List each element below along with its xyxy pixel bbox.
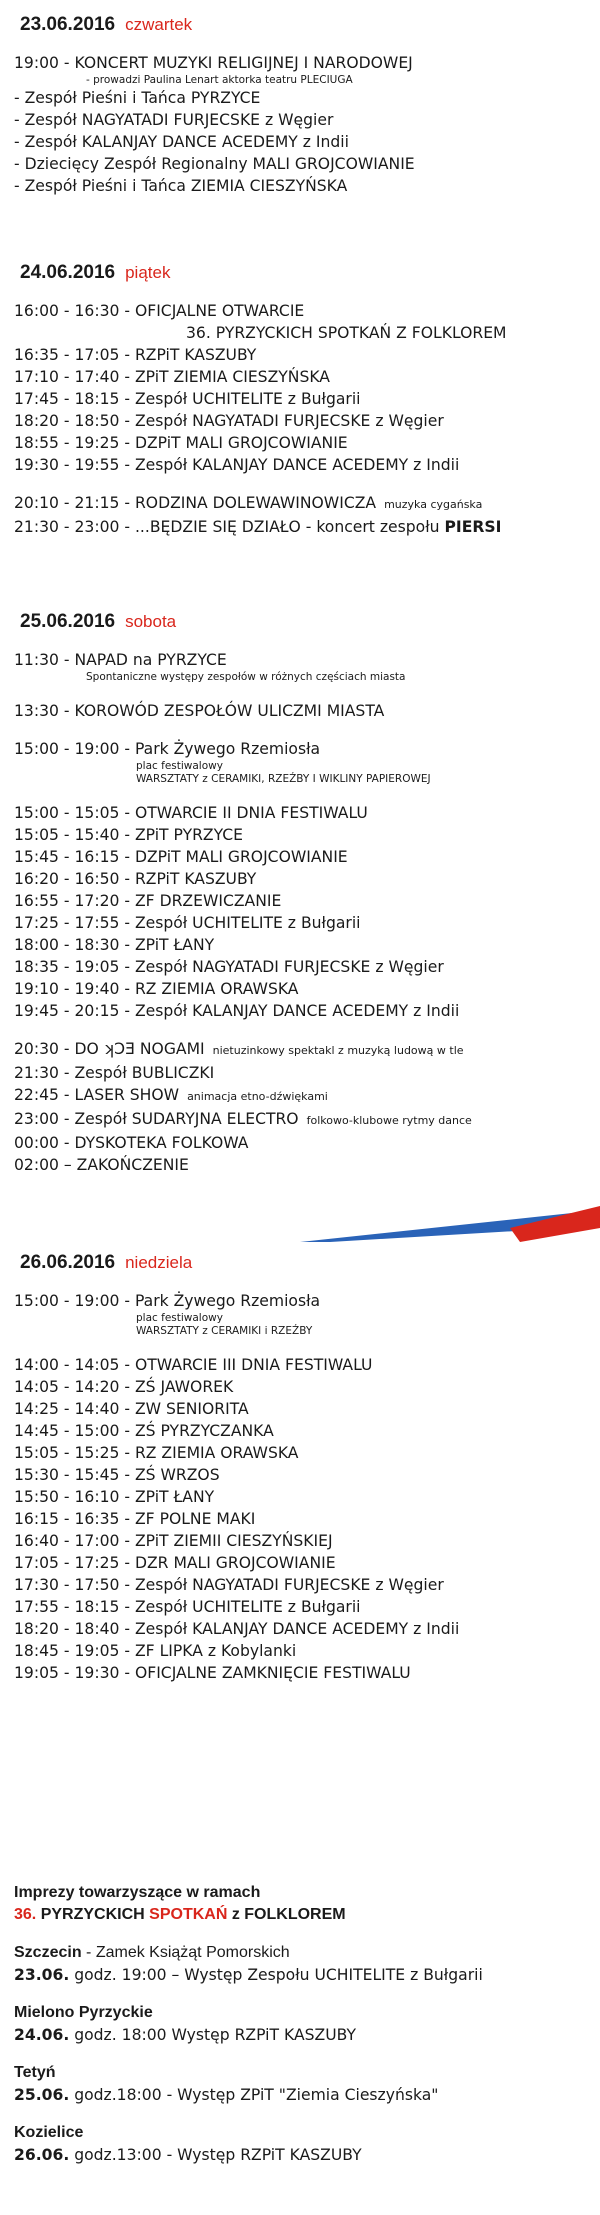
- schedule-text: 15:45 - 16:15 - DZPiT MALI GROJCOWIANIE: [14, 848, 348, 866]
- schedule-text: 15:00 - 15:05 - OTWARCIE II DNIA FESTIWALU: [14, 804, 368, 822]
- schedule-line: [14, 1108, 594, 1132]
- schedule-note: [14, 773, 594, 786]
- schedule-text: 02:00 – ZAKOŃCZENIE: [14, 1156, 189, 1174]
- schedule-line: [14, 344, 594, 366]
- side-event-place: [14, 2002, 594, 2024]
- schedule-text: 14:45 - 15:00 - ZŚ PYRZYCZANKA: [14, 1422, 274, 1440]
- schedule-text: 17:45 - 18:15 - Zespół UCHITELITE z Bułgarii: [14, 390, 361, 408]
- schedule-line: [14, 802, 594, 824]
- schedule-text: 15:00 - 19:00 - Park Żywego Rzemiosła: [14, 1292, 321, 1310]
- schedule-text: - Zespół KALANJAY DANCE ACEDEMY z Indii: [14, 133, 349, 151]
- side-event-place: [14, 1942, 594, 1964]
- schedule-line: [14, 890, 594, 912]
- schedule-text: 22:45 - LASER SHOW: [14, 1086, 180, 1104]
- schedule-line: [14, 1596, 594, 1618]
- schedule-text: 15:05 - 15:40 - ZPiT PYRZYCE: [14, 826, 244, 844]
- schedule-line: [14, 1354, 594, 1376]
- schedule-line: [14, 516, 594, 538]
- schedule-line: [14, 912, 594, 934]
- schedule-text: - Zespół NAGYATADI FURJECSKE z Węgier: [14, 111, 334, 129]
- edition-number: 36.: [14, 1906, 37, 1923]
- schedule-text: WARSZTATY z CERAMIKI, RZEŹBY I WIKLINY PAPIEROWEJ: [136, 773, 431, 785]
- schedule-line: [14, 1574, 594, 1596]
- day-heading: [20, 14, 594, 36]
- block-spacer: [14, 1022, 594, 1038]
- schedule-line: [14, 934, 594, 956]
- schedule-tag: muzyka cygańska: [384, 498, 483, 511]
- day-date: 26.06.2016: [20, 1252, 116, 1273]
- schedule-text: 20:10 - 21:15 - RODZINA DOLEWAWINOWICZA: [14, 494, 377, 512]
- schedule-text: 16:20 - 16:50 - RZPiT KASZUBY: [14, 870, 257, 888]
- schedule-line: [14, 109, 594, 131]
- schedule-text: 18:55 - 19:25 - DZPiT MALI GROJCOWIANIE: [14, 434, 348, 452]
- side-event-line: [14, 2144, 594, 2166]
- schedule-note: [14, 1312, 594, 1325]
- schedule-line: [14, 388, 594, 410]
- place-suffix: - Zamek Książąt Pomorskich: [81, 1944, 290, 1961]
- schedule-text: 19:45 - 20:15 - Zespół KALANJAY DANCE ACEDEMY z Indii: [14, 1002, 460, 1020]
- schedule-line: [14, 1464, 594, 1486]
- day-section-friday: [14, 262, 594, 538]
- schedule-line: [14, 1132, 594, 1154]
- schedule-line: [14, 300, 594, 322]
- schedule-text: 11:30 - NAPAD na PYRZYCE: [14, 651, 227, 669]
- schedule-line: [14, 322, 594, 344]
- schedule-tag: folkowo-klubowe rytmy dance: [306, 1114, 472, 1127]
- schedule-line: [14, 846, 594, 868]
- side-events-list: [14, 1942, 594, 2166]
- side-event-date: 26.06.: [14, 2146, 70, 2164]
- schedule-note: [14, 1325, 594, 1338]
- day-section-thursday: [14, 14, 594, 197]
- schedule-line: [14, 868, 594, 890]
- schedule-text: 19:05 - 19:30 - OFICJALNE ZAMKNIĘCIE FESTIWALU: [14, 1664, 411, 1682]
- schedule-text: 15:05 - 15:25 - RZ ZIEMIA ORAWSKA: [14, 1444, 299, 1462]
- schedule-line: [14, 1290, 594, 1312]
- place-name: Kozielice: [14, 2124, 84, 2141]
- schedule-text: - Zespół Pieśni i Tańca ZIEMIA CIESZYŃSKA: [14, 177, 348, 195]
- schedule-line: [14, 87, 594, 109]
- side-event-date: 23.06.: [14, 1966, 70, 1984]
- schedule-text: 13:30 - KOROWÓD ZESPOŁÓW ULICZMI MIASTA: [14, 702, 385, 720]
- schedule-text: 19:30 - 19:55 - Zespół KALANJAY DANCE ACEDEMY z Indii: [14, 456, 460, 474]
- schedule-line: [14, 1420, 594, 1442]
- heading-word-folklor: z FOLKLOREM: [227, 1906, 346, 1923]
- side-event-text: godz. 19:00 – Występ Zespołu UCHITELITE z Bułgarii: [69, 1966, 483, 1984]
- schedule-line: [14, 978, 594, 1000]
- schedule-text: 19:00 - KONCERT MUZYKI RELIGIJNEJ I NARODOWEJ: [14, 54, 413, 72]
- day-section-saturday: [14, 611, 594, 1176]
- side-event-text: godz.18:00 - Występ ZPiT "Ziemia Cieszyńska": [69, 2086, 439, 2104]
- decorative-stripe: [0, 1198, 600, 1242]
- schedule-line: [14, 432, 594, 454]
- schedule-text: 16:35 - 17:05 - RZPiT KASZUBY: [14, 346, 257, 364]
- schedule-line: [14, 1662, 594, 1684]
- schedule-text: 36. PYRZYCKICH SPOTKAŃ Z FOLKLOREM: [186, 324, 507, 342]
- schedule-line: [14, 492, 594, 516]
- schedule-line: [14, 1398, 594, 1420]
- schedule-text: - Zespół Pieśni i Tańca PYRZYCE: [14, 89, 261, 107]
- schedule-line: [14, 1376, 594, 1398]
- schedule-line: [14, 1442, 594, 1464]
- side-events-heading-line2: [14, 1904, 594, 1926]
- schedule-line: [14, 649, 594, 671]
- side-event-place: [14, 2062, 594, 2084]
- schedule-text: 15:30 - 15:45 - ZŚ WRZOS: [14, 1466, 220, 1484]
- schedule-text: plac festiwalowy: [136, 1312, 223, 1324]
- schedule-line: [14, 956, 594, 978]
- schedule-line: [14, 1508, 594, 1530]
- schedule-text: 17:05 - 17:25 - DZR MALI GROJCOWIANIE: [14, 1554, 336, 1572]
- schedule-text: - Dziecięcy Zespół Regionalny MALI GROJCOWIANIE: [14, 155, 415, 173]
- schedule-text: 16:40 - 17:00 - ZPiT ZIEMII CIESZYŃSKIEJ: [14, 1532, 333, 1550]
- side-events-heading-line1: Imprezy towarzyszące w ramach: [14, 1884, 261, 1901]
- block-spacer: [14, 722, 594, 738]
- day-heading: [20, 262, 594, 284]
- schedule-line: [14, 1618, 594, 1640]
- schedule-text: 15:00 - 19:00 - Park Żywego Rzemiosła: [14, 740, 321, 758]
- schedule-line: [14, 410, 594, 432]
- schedule-text: 21:30 - 23:00 - ...BĘDZIE SIĘ DZIAŁO - koncert zespołu: [14, 518, 445, 536]
- block-spacer: [14, 684, 594, 700]
- schedule-text: 16:15 - 16:35 - ZF POLNE MAKI: [14, 1510, 256, 1528]
- schedule-text: 18:35 - 19:05 - Zespół NAGYATADI FURJECSKE z Węgier: [14, 958, 444, 976]
- schedule-text: 17:10 - 17:40 - ZPiT ZIEMIA CIESZYŃSKA: [14, 368, 330, 386]
- schedule-text: 20:30 - DO ʞƆƎ NOGAMI: [14, 1040, 205, 1058]
- schedule-text: 21:30 - Zespół BUBLICZKI: [14, 1064, 215, 1082]
- side-event-text: godz.13:00 - Występ RZPiT KASZUBY: [69, 2146, 362, 2164]
- schedule-text: 18:00 - 18:30 - ZPiT ŁANY: [14, 936, 215, 954]
- day-date: 23.06.2016: [20, 14, 116, 35]
- place-name: Mielono Pyrzyckie: [14, 2004, 153, 2021]
- schedule-tag: nietuzinkowy spektakl z muzyką ludową w tle: [212, 1044, 464, 1057]
- schedule-text: 16:55 - 17:20 - ZF DRZEWICZANIE: [14, 892, 282, 910]
- schedule-line: [14, 1084, 594, 1108]
- schedule-bold-text: PIERSI: [444, 518, 502, 536]
- schedule-line: [14, 1062, 594, 1084]
- schedule-line: [14, 738, 594, 760]
- day-name: niedziela: [125, 1253, 193, 1272]
- schedule-text: 18:45 - 19:05 - ZF LIPKA z Kobylanki: [14, 1642, 297, 1660]
- schedule-line: [14, 824, 594, 846]
- schedule-text: 17:55 - 18:15 - Zespół UCHITELITE z Bułgarii: [14, 1598, 361, 1616]
- day-name: czwartek: [125, 15, 193, 34]
- schedule-note: [14, 760, 594, 773]
- day-heading: [20, 611, 594, 633]
- schedule-line: [14, 700, 594, 722]
- schedule-line: [14, 1038, 594, 1062]
- day-section-sunday: [14, 1252, 594, 1684]
- schedule-line: [14, 1640, 594, 1662]
- side-event-line: [14, 2084, 594, 2106]
- block-spacer: [14, 476, 594, 492]
- schedule-tag: animacja etno-dźwiękami: [187, 1090, 328, 1103]
- side-events-heading: [14, 1882, 594, 1926]
- schedule-text: 16:00 - 16:30 - OFICJALNE OTWARCIE: [14, 302, 305, 320]
- side-event-text: godz. 18:00 Występ RZPiT KASZUBY: [69, 2026, 356, 2044]
- schedule-text: 18:20 - 18:50 - Zespół NAGYATADI FURJECSKE z Węgier: [14, 412, 444, 430]
- day-name: piątek: [125, 263, 171, 282]
- schedule-text: 19:10 - 19:40 - RZ ZIEMIA ORAWSKA: [14, 980, 299, 998]
- day-date: 24.06.2016: [20, 262, 116, 283]
- block-spacer: [14, 1338, 594, 1354]
- schedule-text: plac festiwalowy: [136, 760, 223, 772]
- schedule-line: [14, 1530, 594, 1552]
- schedule-text: 14:05 - 14:20 - ZŚ JAWOREK: [14, 1378, 234, 1396]
- schedule-line: [14, 52, 594, 74]
- day-name: sobota: [125, 612, 177, 631]
- schedule-note: [14, 671, 594, 684]
- schedule-text: 14:00 - 14:05 - OTWARCIE III DNIA FESTIWALU: [14, 1356, 373, 1374]
- schedule-line: [14, 153, 594, 175]
- side-event-date: 24.06.: [14, 2026, 70, 2044]
- schedule-line: [14, 1000, 594, 1022]
- schedule-text: - prowadzi Paulina Lenart aktorka teatru PLECIUGA: [86, 74, 353, 86]
- side-event-date: 25.06.: [14, 2086, 70, 2104]
- schedule-note: [14, 74, 594, 87]
- place-name: Tetyń: [14, 2064, 56, 2081]
- side-event-line: [14, 1964, 594, 1986]
- side-events-section: [14, 1882, 594, 2166]
- schedule-line: [14, 1154, 594, 1176]
- schedule-line: [14, 1486, 594, 1508]
- schedule-line: [14, 175, 594, 197]
- heading-word-spotkan: SPOTKAŃ: [149, 1906, 228, 1923]
- schedule-text: 14:25 - 14:40 - ZW SENIORITA: [14, 1400, 249, 1418]
- schedule-line: [14, 131, 594, 153]
- schedule-text: 00:00 - DYSKOTEKA FOLKOWA: [14, 1134, 249, 1152]
- day-heading: [20, 1252, 594, 1274]
- schedule-text: 18:20 - 18:40 - Zespół KALANJAY DANCE ACEDEMY z Indii: [14, 1620, 460, 1638]
- side-event-place: [14, 2122, 594, 2144]
- schedule-text: 15:50 - 16:10 - ZPiT ŁANY: [14, 1488, 215, 1506]
- heading-word-pyrzyckich: PYRZYCKICH: [36, 1906, 150, 1923]
- schedule-text: WARSZTATY z CERAMIKI i RZEŹBY: [136, 1325, 313, 1337]
- schedule-text: Spontaniczne występy zespołów w różnych częściach miasta: [86, 671, 406, 683]
- schedule-text: 17:30 - 17:50 - Zespół NAGYATADI FURJECSKE z Węgier: [14, 1576, 444, 1594]
- block-spacer: [14, 786, 594, 802]
- schedule-text: 17:25 - 17:55 - Zespół UCHITELITE z Bułgarii: [14, 914, 361, 932]
- day-date: 25.06.2016: [20, 611, 116, 632]
- schedule-line: [14, 454, 594, 476]
- place-name: Szczecin: [14, 1944, 82, 1961]
- side-event-line: [14, 2024, 594, 2046]
- schedule-line: [14, 366, 594, 388]
- schedule-line: [14, 1552, 594, 1574]
- schedule-text: 23:00 - Zespół SUDARYJNA ELECTRO: [14, 1110, 299, 1128]
